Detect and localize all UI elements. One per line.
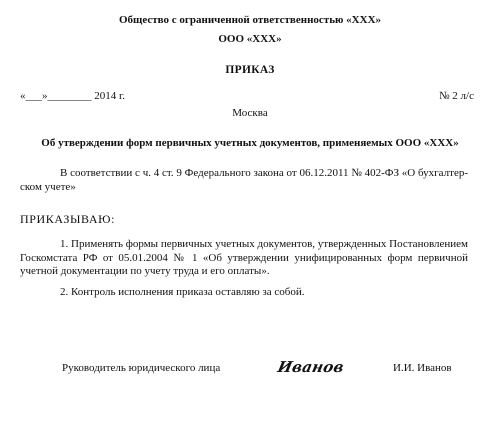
document-number: № 2 л/с xyxy=(439,90,474,102)
document-subject: Об утверждении форм первичных учетных документов, применяемых ООО «ХХХ» xyxy=(41,137,459,149)
document-date: «___»________ 2014 г. xyxy=(20,90,126,102)
organization-short-name: ООО «ХХХ» xyxy=(218,33,282,45)
basis-paragraph: В соответствии с ч. 4 ст. 9 Федерального закона от 06.12.2011 № 402-ФЗ «О бухгалтер-ском учете» xyxy=(20,167,468,193)
organization-full-name: Общество с ограниченной ответственностью «ХХХ» xyxy=(118,14,382,26)
document-city: Москва xyxy=(232,107,268,119)
handwritten-signature: Иванов xyxy=(276,358,346,376)
signer-name: И.И. Иванов xyxy=(393,362,452,374)
order-item-2: 2. Контроль исполнения приказа оставляю за собой. xyxy=(60,286,305,298)
order-item-1: 1. Применять формы первичных учетных документов, утвержденных Постановлением Госкомстата РФ от 05.01.2004 № 1 «Об утверждении унифицированных форм первичной учетной документации по учету труда и его оплаты». xyxy=(20,238,468,277)
signer-position: Руководитель юридического лица xyxy=(62,362,221,374)
order-word: ПРИКАЗЫВАЮ: xyxy=(20,212,116,226)
document-title: ПРИКАЗ xyxy=(225,64,275,76)
